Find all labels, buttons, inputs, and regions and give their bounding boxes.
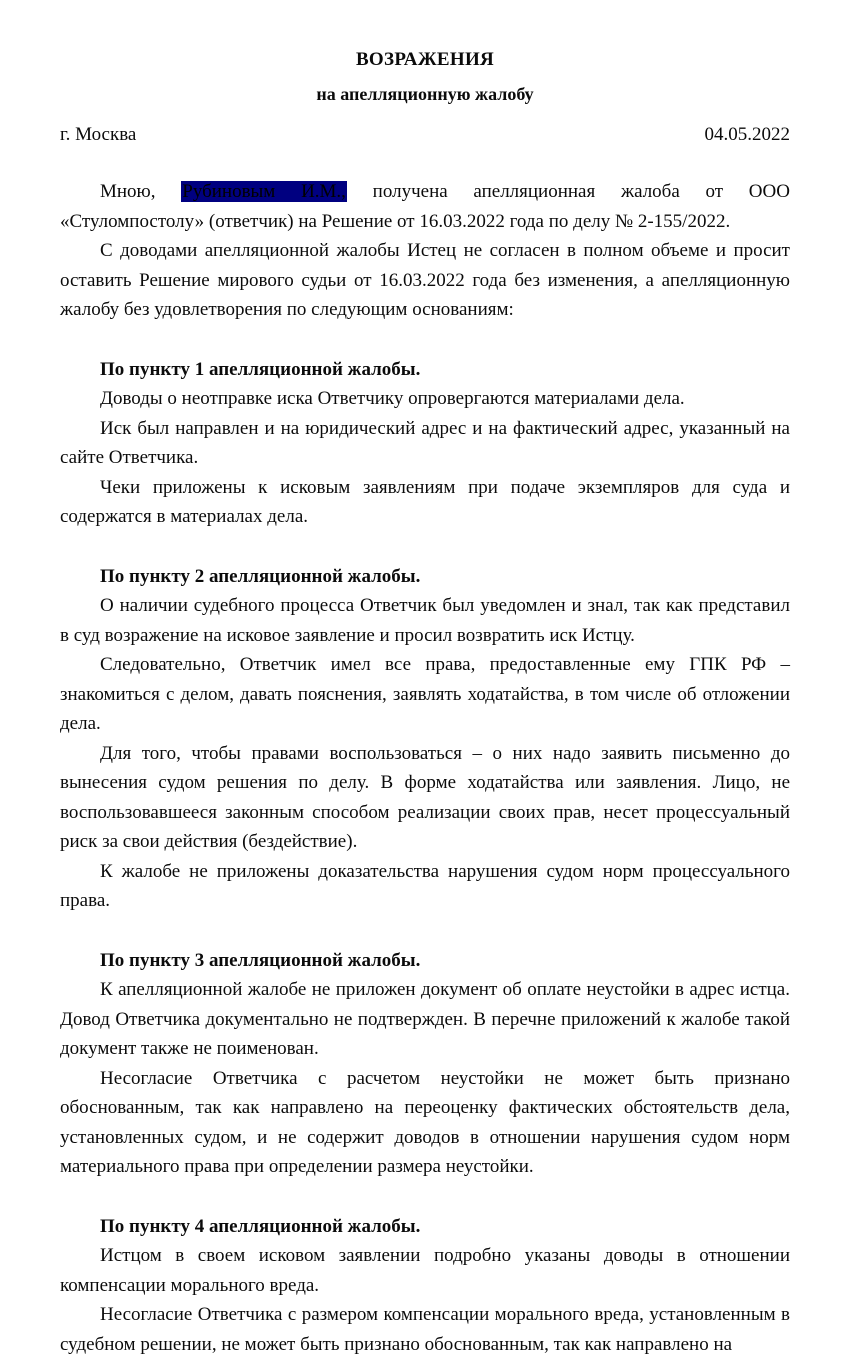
section-spacer: [60, 1182, 790, 1212]
section-spacer: [60, 916, 790, 946]
highlighted-name[interactable]: Рубиновым И.М.,: [182, 181, 346, 203]
section-3-paragraph-1: К апелляционной жалобе не приложен документ об оплате неустойки в адрес истца. Довод Ответчика документально не подтвержден. В перечне приложений к жалобе такой документ также не поименован.: [60, 979, 790, 1060]
intro-text-after: получена апелляционная жалоба от ООО «Стуломпостолу» (ответчик) на Решение от 16.03.2022 года по делу № 2-155/2022.: [60, 181, 790, 232]
city-label: г. Москва: [60, 124, 137, 146]
page-subtitle: на апелляционную жалобу: [316, 83, 534, 104]
section-1-paragraph-1: Доводы о неотправке иска Ответчику опровергаются материалами дела.: [100, 388, 685, 410]
intro-paragraph: [60, 177, 790, 236]
meta-line: [60, 124, 790, 146]
section-heading-2: По пункту 2 апелляционной жалобы.: [100, 565, 421, 587]
intro-text-before: Мною,: [100, 181, 182, 203]
intro-paragraph-2: С доводами апелляционной жалобы Истец не согласен в полном объеме и просит оставить Решение мирового судьи от 16.03.2022 года без изменения, а апелляционную жалобу без удовлетворения по следующим основаниям:: [60, 240, 790, 321]
section-heading-1: По пункту 1 апелляционной жалобы.: [100, 358, 421, 380]
section-heading-3: По пункту 3 апелляционной жалобы.: [100, 949, 421, 971]
page-title: ВОЗРАЖЕНИЯ: [355, 49, 495, 70]
section-spacer: [60, 532, 790, 562]
title-block: [60, 0, 790, 105]
section-spacer: [60, 325, 790, 355]
document-body: [60, 0, 790, 1359]
date-label: 04.05.2022: [704, 124, 790, 146]
section-2-paragraph-4: К жалобе не приложены доказательства нарушения судом норм процессуального права.: [60, 860, 790, 912]
section-2-paragraph-2: Следовательно, Ответчик имел все права, предоставленные ему ГПК РФ – знакомиться с делом, давать пояснения, заявлять ходатайства, в том числе об отложении дела.: [60, 654, 790, 735]
section-2-paragraph-1: О наличии судебного процесса Ответчик был уведомлен и знал, так как представил в суд возражение на исковое заявление и просил возвратить иск Истцу.: [60, 595, 790, 646]
section-4-paragraph-1: Истцом в своем исковом заявлении подробно указаны доводы в отношении компенсации морального вреда.: [60, 1245, 790, 1296]
section-4-paragraph-2: Несогласие Ответчика с размером компенсации морального вреда, установленным в судебном решении, не может быть признано обоснованным, так как направлено на: [60, 1304, 790, 1355]
section-3-paragraph-2: Несогласие Ответчика с расчетом неустойки не может быть признано обоснованным, так как направлено на переоценку фактических обстоятельств дела, установленных судом, и не содержит доводов в отношении нарушения судом норм материального права при определении размера неустойки.: [60, 1067, 790, 1178]
section-1-paragraph-3: Чеки приложены к исковым заявлениям при подаче экземпляров для суда и содержатся в материалах дела.: [60, 476, 790, 528]
section-2-paragraph-3: Для того, чтобы правами воспользоваться – о них надо заявить письменно до вынесения судом решения по делу. В форме ходатайства или заявления. Лицо, не воспользовавшееся законным способом реализации своих прав, несет процессуальный риск за свои действия (бездействие).: [60, 742, 790, 853]
section-heading-4: По пункту 4 апелляционной жалобы.: [100, 1215, 421, 1237]
section-1-paragraph-2: Иск был направлен и на юридический адрес и на фактический адрес, указанный на сайте Ответчика.: [60, 417, 790, 469]
